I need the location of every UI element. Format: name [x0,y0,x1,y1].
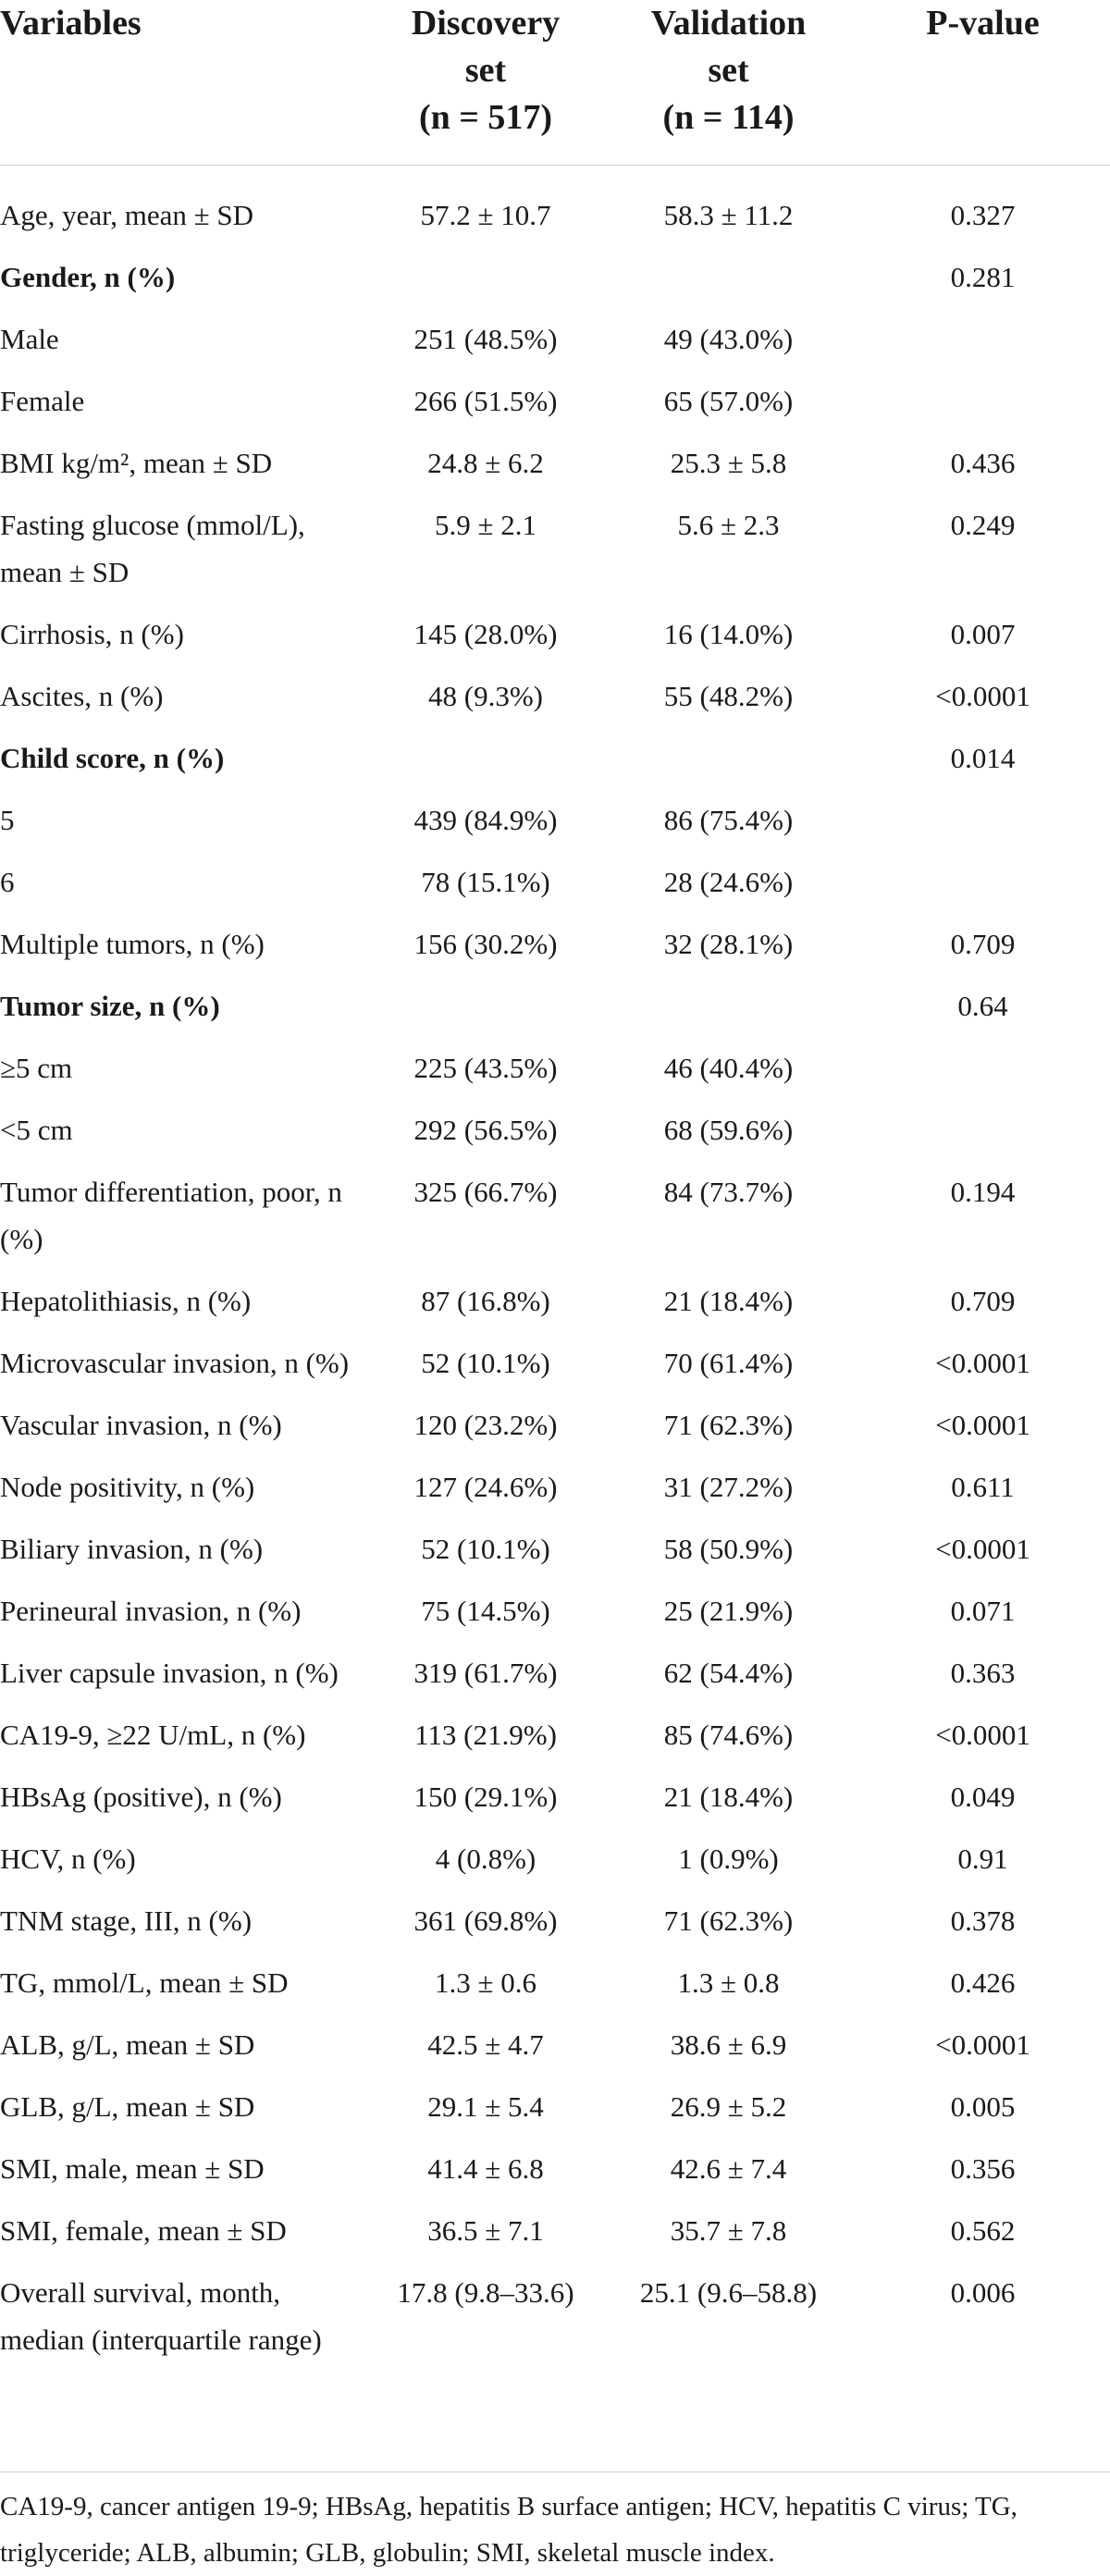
p-value: 0.005 [950,2089,1016,2123]
validation-value: 25.3 ± 5.8 [670,446,787,479]
row-label: Multiple tumors, n (%) [0,927,265,960]
table-row [0,491,1110,600]
discovery-value: 225 (43.5%) [413,1051,558,1084]
table-row [0,1096,1110,1158]
discovery-value: 29.1 ± 5.4 [427,2089,544,2123]
validation-value: 71 (62.3%) [663,1904,794,1937]
validation-value: 58.3 ± 11.2 [663,198,794,231]
p-value: 0.356 [950,2151,1016,2185]
table-row [0,662,1110,724]
table-row [0,2259,1110,2368]
table-row [0,2135,1110,2197]
row-label: CA19-9, ≥22 U/mL, n (%) [0,1718,306,1751]
discovery-value: 78 (15.1%) [421,865,550,898]
p-value [856,305,1110,367]
p-value [856,1096,1110,1158]
row-label: Vascular invasion, n (%) [0,1408,282,1441]
p-value: 0.071 [950,1594,1016,1627]
validation-value: 42.6 ± 7.4 [670,2151,787,2185]
validation-value: 70 (61.4%) [663,1346,794,1379]
table-footnote: CA19-9, cancer antigen 19-9; HBsAg, hepatitis B surface antigen; HCV, hepatitis C virus; TG, triglyceride; ALB, albumin; GLB, globulin; SMI, skeletal muscle index. [0,2471,1110,2576]
p-value: 0.363 [950,1656,1016,1689]
p-value [856,367,1110,429]
table-row [0,1701,1110,1763]
table-row [0,972,1110,1034]
discovery-value: 52 (10.1%) [421,1532,550,1565]
p-value: 0.049 [950,1780,1016,1813]
row-label: Perineural invasion, n (%) [0,1594,302,1627]
p-value: 0.327 [950,198,1016,231]
p-value: 0.436 [950,446,1016,479]
row-label: Fasting glucose (mmol/L), mean ± SD [0,508,305,588]
table-row [0,1034,1110,1096]
validation-value: 49 (43.0%) [663,322,794,355]
row-label: Gender, n (%) [0,260,176,293]
validation-value: 1 (0.9%) [678,1842,779,1875]
discovery-value: 150 (29.1%) [413,1780,558,1813]
discovery-value: 113 (21.9%) [414,1718,557,1751]
row-label: Child score, n (%) [0,741,225,774]
validation-value: 85 (74.6%) [663,1718,794,1751]
discovery-value [370,243,601,305]
validation-value: 21 (18.4%) [663,1780,794,1813]
validation-value: 26.9 ± 5.2 [670,2089,787,2123]
p-value: 0.562 [950,2213,1016,2247]
p-value: <0.0001 [935,679,1030,712]
table-row [0,848,1110,910]
row-label: BMI kg/m², mean ± SD [0,446,273,479]
row-label: Node positivity, n (%) [0,1470,255,1503]
validation-value: 35.7 ± 7.8 [670,2213,787,2247]
discovery-value: 266 (51.5%) [413,384,558,417]
discovery-value: 75 (14.5%) [421,1594,550,1627]
discovery-value: 319 (61.7%) [413,1656,558,1689]
row-label: TNM stage, III, n (%) [0,1904,253,1937]
p-value: <0.0001 [935,1718,1030,1751]
validation-value: 5.6 ± 2.3 [677,508,780,541]
discovery-value: 48 (9.3%) [428,679,543,712]
validation-value: 86 (75.4%) [663,803,794,836]
p-value [856,786,1110,848]
row-label: Ascites, n (%) [0,679,164,712]
table-row [0,2197,1110,2259]
table-row [0,1515,1110,1577]
header-variables: Variables [0,4,142,43]
p-value: <0.0001 [935,1408,1030,1441]
validation-value: 28 (24.6%) [663,865,794,898]
discovery-value: 325 (66.7%) [413,1175,558,1208]
p-value: 0.007 [950,617,1016,650]
validation-value: 21 (18.4%) [663,1284,794,1317]
discovery-value: 156 (30.2%) [413,927,558,960]
discovery-value: 251 (48.5%) [413,322,558,355]
discovery-value: 439 (84.9%) [413,803,558,836]
p-value: <0.0001 [935,2028,1030,2061]
table-row [0,786,1110,848]
row-label: HCV, n (%) [0,1842,136,1875]
table-row [0,2073,1110,2135]
header-discovery [370,0,601,165]
discovery-value: 52 (10.1%) [421,1346,550,1379]
table-row [0,1949,1110,2011]
validation-value [601,972,856,1034]
p-value [856,848,1110,910]
discovery-value: 145 (28.0%) [413,617,558,650]
table-row [0,1391,1110,1453]
row-label: Overall survival, month, median (interquartile range) [0,2275,322,2356]
header-discovery-n: (n = 517) [418,98,553,137]
row-label: Male [0,322,59,355]
validation-value: 25.1 (9.6–58.8) [639,2275,818,2309]
discovery-value: 87 (16.8%) [421,1284,550,1317]
p-value: 0.378 [950,1904,1016,1937]
validation-value: 25 (21.9%) [663,1594,794,1627]
header-discovery-line2: set [464,51,507,90]
discovery-value: 127 (24.6%) [413,1470,558,1503]
validation-value: 32 (28.1%) [663,927,794,960]
validation-value: 55 (48.2%) [663,679,794,712]
header-validation-n: (n = 114) [662,98,795,137]
p-value: 0.611 [951,1470,1015,1503]
validation-value: 58 (50.9%) [663,1532,794,1565]
row-label: Female [0,384,85,417]
validation-value: 65 (57.0%) [663,384,794,417]
p-value: <0.0001 [935,1346,1030,1379]
table-row [0,1639,1110,1701]
validation-value: 31 (27.2%) [663,1470,794,1503]
header-pvalue: P-value [926,4,1040,43]
table-row [0,165,1110,243]
row-label: GLB, g/L, mean ± SD [0,2089,255,2123]
row-label: TG, mmol/L, mean ± SD [0,1966,289,1999]
table-row [0,1453,1110,1515]
discovery-value: 292 (56.5%) [413,1113,558,1146]
p-value [856,1034,1110,1096]
table-row [0,1329,1110,1391]
table-row [0,1887,1110,1949]
row-label: SMI, female, mean ± SD [0,2213,287,2247]
header-validation-line2: set [708,51,749,90]
header-validation-line1: Validation [650,4,807,43]
discovery-value: 5.9 ± 2.1 [434,508,536,541]
validation-value: 38.6 ± 6.9 [670,2028,787,2061]
table-row [0,1825,1110,1887]
table-row [0,367,1110,429]
validation-value: 68 (59.6%) [663,1113,794,1146]
discovery-value [370,972,601,1034]
validation-value: 16 (14.0%) [663,617,794,650]
row-label: Tumor differentiation, poor, n (%) [0,1175,342,1255]
p-value: 0.281 [950,260,1016,293]
row-label: HBsAg (positive), n (%) [0,1780,282,1813]
p-value: 0.709 [950,927,1016,960]
row-label: ≥5 cm [0,1051,73,1084]
table-row [0,429,1110,491]
validation-value [601,243,856,305]
discovery-value: 361 (69.8%) [413,1904,558,1937]
row-label: 5 [0,803,15,836]
validation-value: 46 (40.4%) [663,1051,794,1084]
row-label: Liver capsule invasion, n (%) [0,1656,339,1689]
validation-value: 71 (62.3%) [663,1408,794,1441]
table-row [0,2011,1110,2073]
discovery-value: 120 (23.2%) [413,1408,558,1441]
p-value: 0.014 [950,741,1016,774]
table-row [0,243,1110,305]
discovery-value: 42.5 ± 4.7 [427,2028,544,2061]
row-label: SMI, male, mean ± SD [0,2151,265,2185]
validation-value [601,724,856,786]
p-value: <0.0001 [935,1532,1030,1565]
discovery-value: 24.8 ± 6.2 [427,446,544,479]
row-label: Cirrhosis, n (%) [0,617,184,650]
validation-value: 1.3 ± 0.8 [677,1966,780,1999]
p-value: 0.64 [957,989,1008,1022]
header-discovery-line1: Discovery [411,4,561,43]
discovery-value: 17.8 (9.8–33.6) [397,2275,574,2309]
table-row [0,910,1110,972]
row-label: Biliary invasion, n (%) [0,1532,264,1565]
discovery-value: 1.3 ± 0.6 [434,1966,536,1999]
table-body [0,165,1110,2368]
discovery-value: 41.4 ± 6.8 [427,2151,544,2185]
discovery-value: 4 (0.8%) [435,1842,536,1875]
row-label: Hepatolithiasis, n (%) [0,1284,252,1317]
table-row [0,724,1110,786]
p-value: 0.194 [950,1175,1016,1208]
header-validation [601,0,856,165]
table-row [0,1158,1110,1267]
table-row [0,1577,1110,1639]
p-value: 0.006 [950,2275,1016,2309]
row-label: Tumor size, n (%) [0,989,220,1022]
row-label: Microvascular invasion, n (%) [0,1346,350,1379]
row-label: <5 cm [0,1113,73,1146]
p-value: 0.91 [957,1842,1008,1875]
discovery-value: 57.2 ± 10.7 [420,198,551,231]
discovery-value: 36.5 ± 7.1 [427,2213,544,2247]
table-header [0,0,1110,165]
p-value: 0.709 [950,1284,1016,1317]
table-row [0,1267,1110,1329]
discovery-value [370,724,601,786]
p-value: 0.249 [950,508,1016,541]
validation-value: 62 (54.4%) [663,1656,794,1689]
table-row [0,1763,1110,1825]
row-label: 6 [0,865,15,898]
table-row [0,600,1110,662]
row-label: Age, year, mean ± SD [0,198,254,231]
row-label: ALB, g/L, mean ± SD [0,2028,255,2061]
p-value: 0.426 [950,1966,1016,1999]
table-row [0,305,1110,367]
validation-value: 84 (73.7%) [663,1175,794,1208]
